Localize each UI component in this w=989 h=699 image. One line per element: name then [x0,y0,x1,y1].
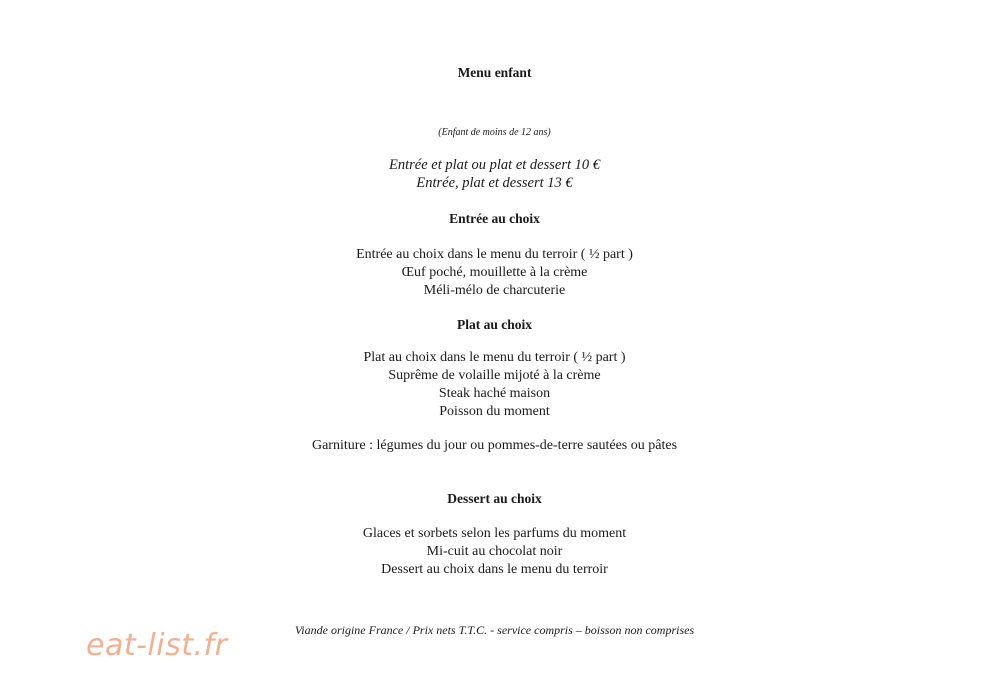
plat-item: Poisson du moment [439,404,550,419]
entree-item: Œuf poché, mouillette à la crème [401,265,588,280]
plat-item: Steak haché maison [438,386,551,401]
dessert-item: Mi-cuit au chocolat noir [426,544,563,559]
plat-heading: Plat au choix [456,317,532,332]
dessert-item: Dessert au choix dans le menu du terroir [381,562,608,577]
footer-note: Viande origine France / Prix nets T.T.C. - service compris – boisson non comprises [294,623,695,637]
entree-item: Méli-mélo de charcuterie [423,283,566,298]
plat-item: Plat au choix dans le menu du terroir ( ½ part ) [363,350,626,365]
watermark-logo: eat-list.fr [86,628,228,663]
price-line: Entrée, plat et dessert 13 € [416,175,573,191]
entree-heading: Entrée au choix [449,211,540,226]
price-line: Entrée et plat ou plat et dessert 10 € [388,157,601,173]
dessert-item: Glaces et sorbets selon les parfums du moment [362,526,627,541]
dessert-heading: Dessert au choix [447,491,542,506]
menu-title: Menu enfant [457,65,532,80]
garniture-line: Garniture : légumes du jour ou pommes-de-terre sautées ou pâtes [311,438,678,453]
plat-item: Suprême de volaille mijoté à la crème [388,368,601,383]
age-note: (Enfant de moins de 12 ans) [438,127,551,138]
entree-item: Entrée au choix dans le menu du terroir ( ½ part ) [356,247,633,262]
